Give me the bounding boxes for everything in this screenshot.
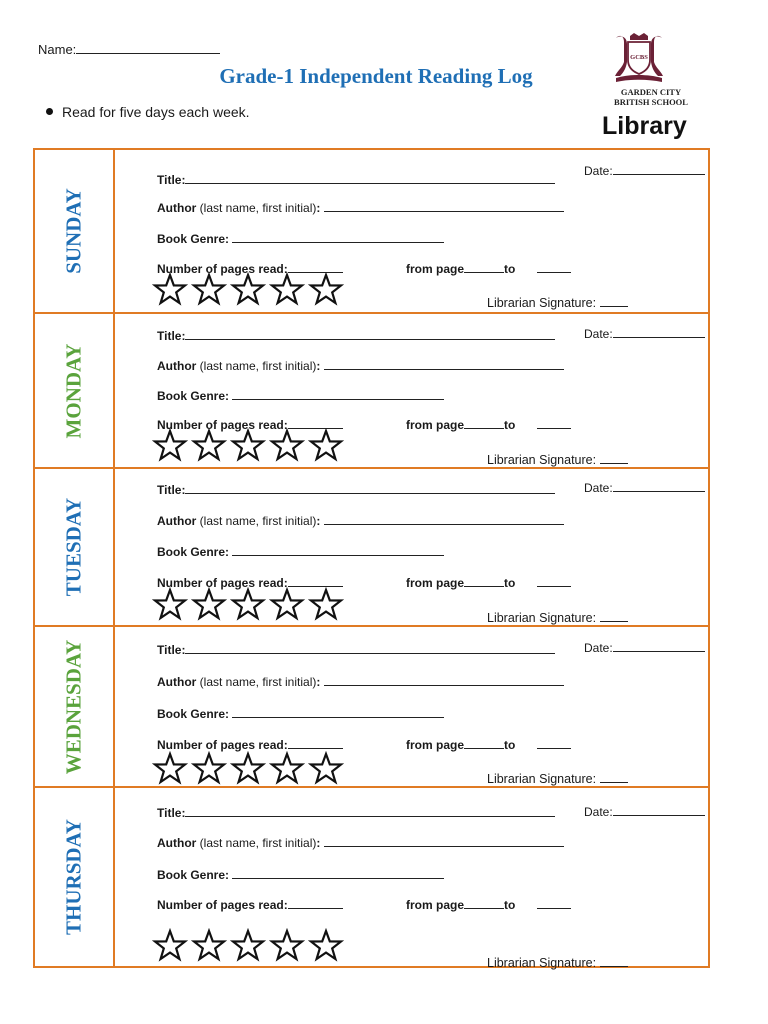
star-outline-icon[interactable] bbox=[308, 587, 344, 621]
pages-read-label: Number of pages read: bbox=[157, 738, 288, 752]
to-page-blank[interactable] bbox=[537, 896, 571, 909]
pages-read-blank[interactable] bbox=[288, 574, 343, 587]
star-outline-icon[interactable] bbox=[152, 928, 188, 962]
author-label: Author bbox=[157, 514, 197, 528]
day-cell bbox=[35, 150, 115, 312]
signature-label: Librarian Signature: bbox=[487, 296, 597, 310]
title-label: Title: bbox=[157, 806, 186, 820]
star-rating[interactable] bbox=[152, 587, 340, 623]
day-cell bbox=[35, 627, 115, 786]
star-outline-icon[interactable] bbox=[230, 428, 266, 462]
author-field[interactable] bbox=[157, 673, 564, 689]
date-blank[interactable] bbox=[613, 639, 705, 652]
star-outline-icon[interactable] bbox=[308, 428, 344, 462]
author-label: Author bbox=[157, 201, 197, 215]
date-label: Date: bbox=[584, 327, 613, 341]
author-colon: : bbox=[316, 836, 321, 850]
title-blank[interactable] bbox=[185, 171, 555, 184]
school-name-line-1: GARDEN CITY bbox=[620, 87, 682, 97]
date-field[interactable] bbox=[584, 479, 705, 495]
signature-blank[interactable] bbox=[600, 609, 628, 622]
genre-label: Book Genre: bbox=[157, 232, 230, 246]
librarian-signature-field[interactable] bbox=[487, 954, 628, 970]
star-outline-icon[interactable] bbox=[269, 751, 305, 785]
author-hint: (last name, first initial) bbox=[196, 201, 317, 215]
signature-blank[interactable] bbox=[600, 294, 628, 307]
star-outline-icon[interactable] bbox=[191, 928, 227, 962]
author-colon: : bbox=[316, 359, 321, 373]
pages-read-label: Number of pages read: bbox=[157, 418, 288, 432]
genre-field[interactable] bbox=[157, 230, 444, 246]
from-page-label: from page bbox=[406, 898, 465, 912]
genre-field[interactable] bbox=[157, 387, 444, 403]
author-blank[interactable] bbox=[324, 199, 564, 212]
star-outline-icon[interactable] bbox=[230, 272, 266, 306]
pages-read-field[interactable] bbox=[157, 736, 343, 752]
librarian-signature-field[interactable] bbox=[487, 609, 628, 625]
star-outline-icon[interactable] bbox=[152, 428, 188, 462]
signature-label: Librarian Signature: bbox=[487, 453, 597, 467]
star-outline-icon[interactable] bbox=[308, 928, 344, 962]
school-name-line-2: BRITISH SCHOOL bbox=[614, 97, 688, 107]
library-heading: Library bbox=[602, 112, 687, 140]
title-field[interactable] bbox=[157, 641, 555, 657]
reading-log-table bbox=[33, 148, 710, 968]
genre-label: Book Genre: bbox=[157, 545, 230, 559]
date-blank[interactable] bbox=[613, 162, 705, 175]
author-label: Author bbox=[157, 675, 197, 689]
from-page-blank[interactable] bbox=[464, 736, 504, 749]
star-rating[interactable] bbox=[152, 928, 340, 964]
from-page-label: from page bbox=[406, 576, 465, 590]
day-cell bbox=[35, 314, 115, 467]
day-cell bbox=[35, 469, 115, 625]
date-field[interactable] bbox=[584, 162, 705, 178]
date-label: Date: bbox=[584, 481, 613, 495]
author-hint: (last name, first initial) bbox=[196, 836, 317, 850]
author-blank[interactable] bbox=[324, 512, 564, 525]
from-page-blank[interactable] bbox=[464, 574, 504, 587]
author-colon: : bbox=[316, 514, 321, 528]
star-outline-icon[interactable] bbox=[230, 587, 266, 621]
librarian-signature-field[interactable] bbox=[487, 294, 628, 310]
day-row-monday bbox=[35, 312, 708, 467]
to-label: to bbox=[504, 898, 516, 912]
day-label: MONDAY bbox=[61, 343, 86, 438]
to-label: to bbox=[504, 738, 516, 752]
pages-read-field[interactable] bbox=[157, 896, 343, 912]
author-blank[interactable] bbox=[324, 673, 564, 686]
signature-blank[interactable] bbox=[600, 954, 628, 967]
from-page-label: from page bbox=[406, 738, 465, 752]
day-row-wednesday bbox=[35, 625, 708, 786]
title-field[interactable] bbox=[157, 171, 555, 187]
to-label: to bbox=[504, 262, 516, 276]
star-rating[interactable] bbox=[152, 751, 340, 787]
title-blank[interactable] bbox=[185, 641, 555, 654]
date-field[interactable] bbox=[584, 325, 705, 341]
star-outline-icon[interactable] bbox=[191, 587, 227, 621]
date-field[interactable] bbox=[584, 803, 705, 819]
day-row-sunday bbox=[35, 150, 708, 312]
date-label: Date: bbox=[584, 164, 613, 178]
signature-blank[interactable] bbox=[600, 770, 628, 783]
star-outline-icon[interactable] bbox=[230, 928, 266, 962]
page-title: Grade-1 Independent Reading Log bbox=[219, 64, 533, 88]
author-field[interactable] bbox=[157, 512, 564, 528]
page-range-field[interactable] bbox=[406, 736, 571, 752]
title-label: Title: bbox=[157, 483, 186, 497]
author-field[interactable] bbox=[157, 199, 564, 215]
name-label: Name: bbox=[38, 42, 77, 57]
date-label: Date: bbox=[584, 805, 613, 819]
librarian-signature-field[interactable] bbox=[487, 770, 628, 786]
star-outline-icon[interactable] bbox=[269, 272, 305, 306]
author-hint: (last name, first initial) bbox=[196, 359, 317, 373]
genre-field[interactable] bbox=[157, 543, 444, 559]
title-field[interactable] bbox=[157, 481, 555, 497]
genre-blank[interactable] bbox=[232, 866, 444, 879]
bullet-icon bbox=[46, 108, 53, 115]
star-outline-icon[interactable] bbox=[191, 428, 227, 462]
to-page-blank[interactable] bbox=[537, 416, 571, 429]
title-label: Title: bbox=[157, 643, 186, 657]
signature-blank[interactable] bbox=[600, 451, 628, 464]
to-label: to bbox=[504, 418, 516, 432]
genre-label: Book Genre: bbox=[157, 707, 230, 721]
star-outline-icon[interactable] bbox=[152, 587, 188, 621]
genre-field[interactable] bbox=[157, 866, 444, 882]
title-blank[interactable] bbox=[185, 327, 555, 340]
day-cell bbox=[35, 788, 115, 966]
librarian-signature-field[interactable] bbox=[487, 451, 628, 467]
day-label: SUNDAY bbox=[61, 188, 86, 274]
page-range-field[interactable] bbox=[406, 896, 571, 912]
genre-blank[interactable] bbox=[232, 705, 444, 718]
page-range-field[interactable] bbox=[406, 260, 571, 276]
title-label: Title: bbox=[157, 329, 186, 343]
genre-blank[interactable] bbox=[232, 543, 444, 556]
school-crest-logo bbox=[612, 32, 666, 84]
from-page-blank[interactable] bbox=[464, 260, 504, 273]
genre-label: Book Genre: bbox=[157, 868, 230, 882]
author-hint: (last name, first initial) bbox=[196, 514, 317, 528]
school-name bbox=[598, 87, 704, 107]
pages-read-blank[interactable] bbox=[288, 896, 343, 909]
title-label: Title: bbox=[157, 173, 186, 187]
date-blank[interactable] bbox=[613, 803, 705, 816]
instruction-item bbox=[46, 104, 250, 120]
star-outline-icon[interactable] bbox=[269, 928, 305, 962]
star-outline-icon[interactable] bbox=[191, 272, 227, 306]
page-range-field[interactable] bbox=[406, 574, 571, 590]
day-row-tuesday bbox=[35, 467, 708, 625]
genre-blank[interactable] bbox=[232, 230, 444, 243]
from-page-label: from page bbox=[406, 262, 465, 276]
pages-read-label: Number of pages read: bbox=[157, 576, 288, 590]
pages-read-blank[interactable] bbox=[288, 736, 343, 749]
pages-read-label: Number of pages read: bbox=[157, 898, 288, 912]
signature-label: Librarian Signature: bbox=[487, 611, 597, 625]
signature-label: Librarian Signature: bbox=[487, 772, 597, 786]
to-page-blank[interactable] bbox=[537, 260, 571, 273]
star-outline-icon[interactable] bbox=[308, 751, 344, 785]
author-blank[interactable] bbox=[324, 357, 564, 370]
day-label: TUESDAY bbox=[61, 497, 86, 597]
instruction-text: Read for five days each week. bbox=[62, 104, 250, 120]
author-field[interactable] bbox=[157, 834, 564, 850]
star-outline-icon[interactable] bbox=[230, 751, 266, 785]
from-page-label: from page bbox=[406, 418, 465, 432]
author-colon: : bbox=[316, 675, 321, 689]
genre-blank[interactable] bbox=[232, 387, 444, 400]
day-label: WEDNESDAY bbox=[61, 639, 86, 774]
star-rating[interactable] bbox=[152, 272, 340, 308]
star-outline-icon[interactable] bbox=[269, 587, 305, 621]
date-blank[interactable] bbox=[613, 325, 705, 338]
star-outline-icon[interactable] bbox=[152, 751, 188, 785]
pages-read-label: Number of pages read: bbox=[157, 262, 288, 276]
day-row-thursday bbox=[35, 786, 708, 970]
author-blank[interactable] bbox=[324, 834, 564, 847]
title-field[interactable] bbox=[157, 327, 555, 343]
author-label: Author bbox=[157, 836, 197, 850]
to-label: to bbox=[504, 576, 516, 590]
star-outline-icon[interactable] bbox=[308, 272, 344, 306]
author-field[interactable] bbox=[157, 357, 564, 373]
from-page-blank[interactable] bbox=[464, 416, 504, 429]
from-page-blank[interactable] bbox=[464, 896, 504, 909]
to-page-blank[interactable] bbox=[537, 736, 571, 749]
date-label: Date: bbox=[584, 641, 613, 655]
date-field[interactable] bbox=[584, 639, 705, 655]
page-range-field[interactable] bbox=[406, 416, 571, 432]
name-field[interactable] bbox=[38, 41, 220, 57]
star-outline-icon[interactable] bbox=[152, 272, 188, 306]
star-outline-icon[interactable] bbox=[191, 751, 227, 785]
title-blank[interactable] bbox=[185, 481, 555, 494]
to-page-blank[interactable] bbox=[537, 574, 571, 587]
date-blank[interactable] bbox=[613, 479, 705, 492]
title-field[interactable] bbox=[157, 804, 555, 820]
day-label: THURSDAY bbox=[61, 819, 86, 935]
star-rating[interactable] bbox=[152, 428, 340, 464]
star-outline-icon[interactable] bbox=[269, 428, 305, 462]
author-hint: (last name, first initial) bbox=[196, 675, 317, 689]
crest-text: GCBS bbox=[630, 54, 648, 61]
author-colon: : bbox=[316, 201, 321, 215]
genre-label: Book Genre: bbox=[157, 389, 230, 403]
title-blank[interactable] bbox=[185, 804, 555, 817]
signature-label: Librarian Signature: bbox=[487, 956, 597, 970]
genre-field[interactable] bbox=[157, 705, 444, 721]
name-blank[interactable] bbox=[76, 41, 220, 54]
author-label: Author bbox=[157, 359, 197, 373]
